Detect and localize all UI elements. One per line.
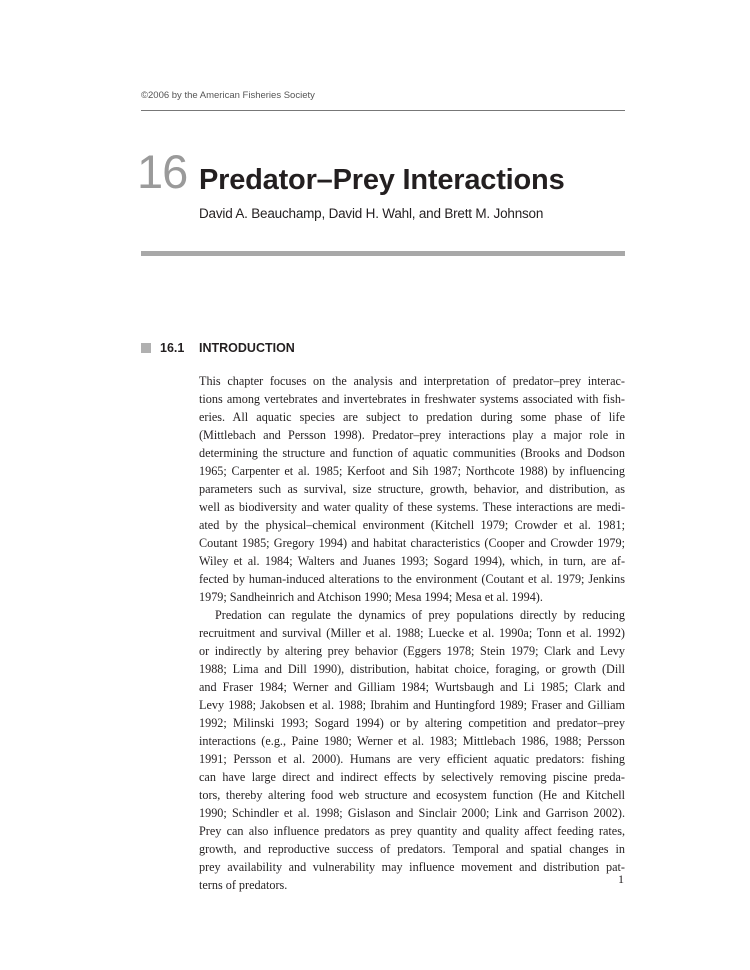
paragraph-1 [199, 372, 625, 606]
text-line: (Mittlebach and Persson 1998). Predator–prey interactions play a major role in [199, 428, 625, 442]
text-line: recruitment and survival (Miller et al. 1988; Luecke et al. 1990a; Tonn et al. 1992) [199, 626, 625, 640]
text-line: and Fraser 1984; Werner and Gilliam 1984; Wurtsbaugh and Li 1985; Clark and [199, 680, 625, 694]
text-line: interactions (e.g., Paine 1980; Werner et al. 1983; Mittlebach 1986, 1988; Persson [199, 734, 625, 748]
text-line: eries. All aquatic species are subject to predation during some phase of life [199, 410, 625, 424]
section-title: INTRODUCTION [199, 341, 295, 355]
section-number: 16.1 [160, 341, 185, 355]
text-line: or indirectly by altering prey behavior (Eggers 1978; Stein 1979; Clark and Levy [199, 644, 625, 658]
text-line: 1992; Milinski 1993; Sogard 1994) or by altering competition and predator–prey [199, 716, 625, 730]
title-rule [141, 251, 625, 256]
text-line: 1979; Sandheinrich and Atchison 1990; Mesa 1994; Mesa et al. 1994). [199, 590, 543, 604]
text-line: prey availability and vulnerability may influence movement and distribution pat- [199, 860, 625, 874]
text-line: well as biodiversity and water quality of these systems. These interactions are medi- [199, 500, 625, 514]
text-line: Coutant 1985; Gregory 1994) and habitat characteristics (Cooper and Crowder 1979; [199, 536, 625, 550]
text-line: 1990; Schindler et al. 1998; Gislason and Sinclair 2000; Link and Garrison 2002). [199, 806, 625, 820]
text-line: tors, thereby altering food web structure and ecosystem function (He and Kitchell [199, 788, 625, 802]
text-line: 1965; Carpenter et al. 1985; Kerfoot and Sih 1987; Northcote 1988) by influencing [199, 464, 625, 478]
text-line: fected by human-induced alterations to the environment (Coutant et al. 1979; Jenkins [199, 572, 625, 586]
text-line: Prey can also influence predators as prey quantity and quality affect feeding rates, [199, 824, 625, 838]
paragraph-2 [199, 606, 625, 894]
text-line: Wiley et al. 1984; Walters and Juanes 1993; Sogard 1994), which, in turn, are af- [199, 554, 625, 568]
header-rule [141, 110, 625, 111]
chapter-authors: David A. Beauchamp, David H. Wahl, and Brett M. Johnson [199, 206, 544, 221]
text-line: This chapter focuses on the analysis and interpretation of predator–prey interac- [199, 374, 625, 388]
text-line: Levy 1988; Jakobsen et al. 1988; Ibrahim and Huntingford 1989; Fraser and Gilliam [199, 698, 625, 712]
text-line: determining the structure and function of aquatic communities (Brooks and Dodson [199, 446, 625, 460]
chapter-number: 16 [137, 145, 188, 198]
text-line: Predation can regulate the dynamics of prey populations directly by reducing [215, 608, 625, 622]
text-line: terns of predators. [199, 878, 288, 892]
text-line: ated by the physical–chemical environment (Kitchell 1979; Crowder et al. 1981; [199, 518, 625, 532]
text-line: 1991; Persson et al. 2000). Humans are very efficient aquatic predators: fishing [199, 752, 625, 766]
text-line: tions among vertebrates and invertebrates in freshwater systems associated with fish- [199, 392, 625, 406]
text-line: parameters such as survival, size structure, growth, behavior, and distribution, as [199, 482, 625, 496]
copyright-notice: ©2006 by the American Fisheries Society [141, 90, 315, 101]
chapter-title: Predator–Prey Interactions [199, 164, 565, 196]
body-text [199, 372, 625, 894]
text-line: 1988; Lima and Dill 1990), distribution, habitat choice, foraging, or growth (Dill [199, 662, 625, 676]
text-line: can have large direct and indirect effects by selectively removing piscine preda- [199, 770, 625, 784]
section-marker-icon [141, 343, 151, 353]
page-number: 1 [618, 872, 624, 886]
text-line: growth, and reproductive success of predators. Temporal and spatial changes in [199, 842, 625, 856]
